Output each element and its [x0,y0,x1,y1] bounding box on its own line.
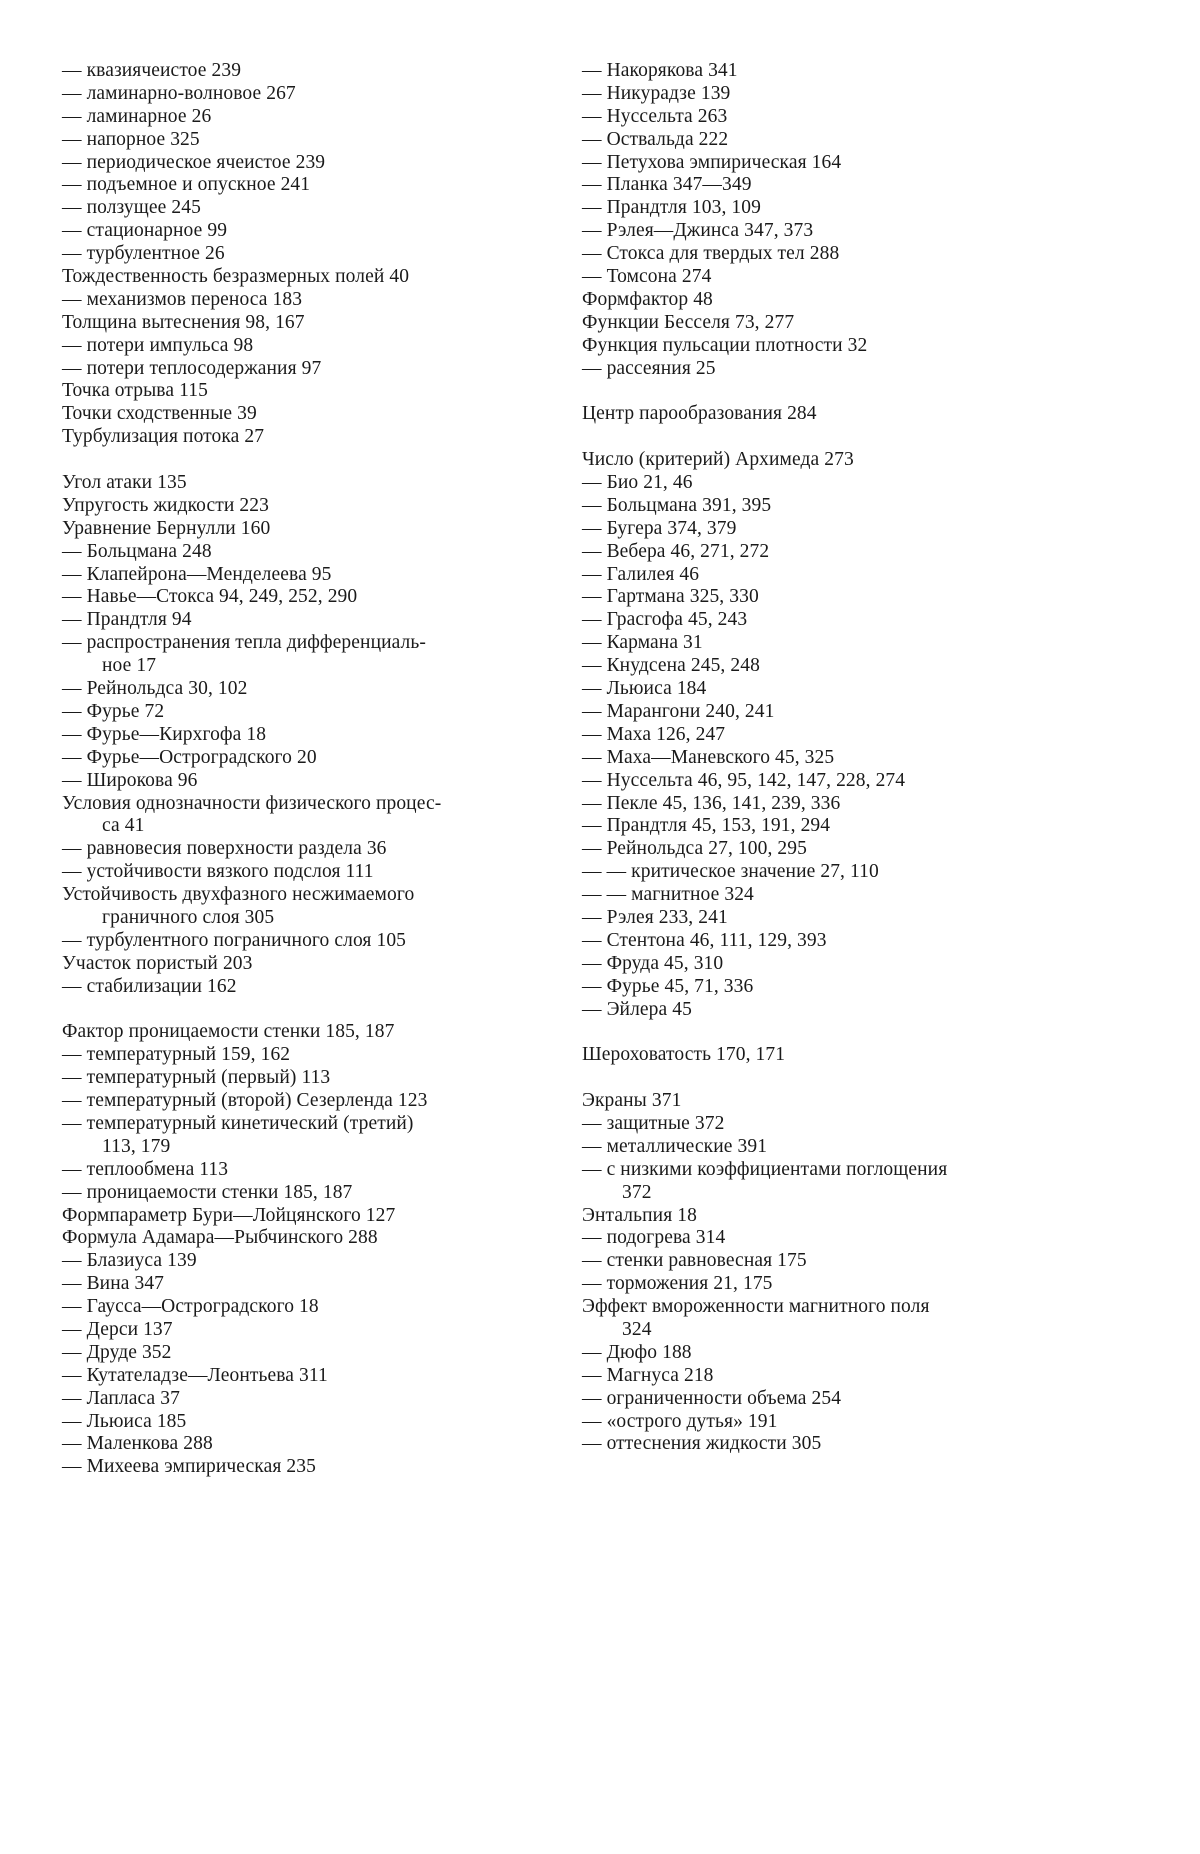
index-subentry: — — критическое значение 27, 110 [582,861,879,883]
index-subentry: — Льюиса 184 [582,678,707,700]
index-subentry: — Фурье 72 [62,700,165,722]
index-subentry: — «острого дутья» 191 [582,1410,778,1432]
index-entry: Устойчивость двухфазного несжимаемого [62,884,415,906]
index-subentry: — Кутателадзе—Леонтьева 311 [62,1364,328,1386]
index-subentry: — ограниченности объема 254 [582,1387,842,1409]
index-subentry: — подъемное и опускное 241 [62,174,311,196]
index-subentry: — Эйлера 45 [582,998,692,1020]
index-subentry: — квазиячеистое 239 [62,60,242,81]
index-subentry: — ламинарно-волновое 267 [62,82,296,104]
index-spacer [582,426,1082,449]
index-spacer [62,999,562,1022]
index-subentry: — Рейнольдса 30, 102 [62,678,248,700]
index-subentry: — Томсона 274 [582,266,712,288]
index-subentry: — ламинарное 26 [62,105,212,127]
index-subentry: — турбулентное 26 [62,243,225,265]
index-subentry: — Вина 347 [62,1273,165,1295]
index-entry: Условия однозначности физического процес- [62,792,442,814]
index-entry: Тождественность безразмерных полей 40 [62,266,410,288]
index-subentry: — защитные 372 [582,1112,725,1134]
index-subentry: — Прандтля 94 [62,609,192,631]
index-subentry: — Прандтля 103, 109 [582,197,761,219]
index-entry: Формула Адамара—Рыбчинского 288 [62,1227,378,1249]
index-subentry: — ползущее 245 [62,197,201,219]
index-entry: Угол атаки 135 [62,472,187,494]
index-entry: Шероховатость 170, 171 [582,1044,786,1066]
index-subentry: — Прандтля 45, 153, 191, 294 [582,815,831,837]
index-subentry: — Широкова 96 [62,769,198,791]
index-subentry: — Оствальда 222 [582,128,729,150]
index-subentry: — Клапейрона—Менделеева 95 [62,563,332,585]
index-subentry: — Рэлея 233, 241 [582,906,728,928]
index-entry: Экраны 371 [582,1090,682,1112]
index-subentry: — подогрева 314 [582,1227,726,1249]
index-subentry: — Рэлея—Джинса 347, 373 [582,220,814,242]
index-subentry: — Нуссельта 46, 95, 142, 147, 228, 274 [582,769,906,791]
index-spacer [62,449,562,472]
index-entry: 113, 179 [102,1135,171,1157]
index-subentry: — температурный 159, 162 [62,1044,291,1066]
index-subentry: — Нуссельта 263 [582,105,728,127]
index-entry: Толщина вытеснения 98, 167 [62,311,305,333]
index-subentry: — Вебера 46, 271, 272 [582,540,770,562]
index-subentry: — Кнудсена 245, 248 [582,655,760,677]
index-entry: ное 17 [102,655,157,677]
index-entry: Эффект вмороженности магнитного поля [582,1296,930,1318]
index-subentry: — — магнитное 324 [582,884,754,906]
index-spacer [582,380,1082,403]
index-spacer [582,1067,1082,1090]
index-subentry: — Стокса для твердых тел 288 [582,243,840,265]
index-subentry: — Фурье 45, 71, 336 [582,975,754,997]
index-subentry: — Гаусса—Остроградского 18 [62,1296,319,1318]
index-entry: Центр парообразования 284 [582,403,817,425]
index-subentry: — Дерси 137 [62,1318,173,1340]
index-entry: Функции Бесселя 73, 277 [582,311,795,333]
index-subentry: — Фруда 45, 310 [582,952,724,974]
index-subentry: — Гартмана 325, 330 [582,586,759,608]
index-subentry: — Михеева эмпирическая 235 [62,1456,316,1478]
index-subentry: — с низкими коэффициентами поглощения [582,1158,948,1180]
index-entry: Точки сходственные 39 [62,403,257,425]
index-subentry: — Фурье—Остроградского 20 [62,746,317,768]
index-subentry: — Стентона 46, 111, 129, 393 [582,929,827,951]
index-subentry: — оттеснения жидкости 305 [582,1433,822,1455]
index-subentry: — Блазиуса 139 [62,1250,197,1272]
index-entry: Энтальпия 18 [582,1204,697,1226]
index-entry: Формпараметр Бури—Лойцянского 127 [62,1204,396,1226]
index-subentry: — стабилизации 162 [62,975,237,997]
index-entry: 372 [622,1181,652,1203]
index-subentry: — теплообмена 113 [62,1158,229,1180]
index-subentry: — проницаемости стенки 185, 187 [62,1181,353,1203]
index-subentry: — Лапласа 37 [62,1387,180,1409]
index-entry: Формфактор 48 [582,288,713,310]
index-subentry: — Маха 126, 247 [582,723,726,745]
index-subentry: — стенки равновесная 175 [582,1250,807,1272]
index-entry: Упругость жидкости 223 [62,494,269,516]
index-subentry: — Друде 352 [62,1341,172,1363]
index-subentry: — торможения 21, 175 [582,1273,773,1295]
index-subentry: — Больцмана 248 [62,540,212,562]
index-subentry: — Дюфо 188 [582,1341,692,1363]
index-entry: Фактор проницаемости стенки 185, 187 [62,1021,395,1043]
index-subentry: — турбулентного пограничного слоя 105 [62,929,407,951]
index-entry: Участок пористый 203 [62,952,253,974]
index-entry: Точка отрыва 115 [62,380,208,402]
index-subentry: — Маха—Маневского 45, 325 [582,746,835,768]
index-subentry: — Пекле 45, 136, 141, 239, 336 [582,792,841,814]
index-subentry: — Маленкова 288 [62,1433,213,1455]
index-entry: граничного слоя 305 [102,906,275,928]
index-subentry: — Грасгофа 45, 243 [582,609,748,631]
index-subentry: — устойчивости вязкого подслоя 111 [62,861,374,883]
index-subentry: — Магнуса 218 [582,1364,714,1386]
index-subentry: — Галилея 46 [582,563,700,585]
index-subentry: — температурный (первый) 113 [62,1067,331,1089]
index-subentry: — периодическое ячеистое 239 [62,151,326,173]
index-subentry: — Больцмана 391, 395 [582,494,772,516]
index-subentry: — Био 21, 46 [582,472,693,494]
index-entry: Уравнение Бернулли 160 [62,517,271,539]
index-entry: Функция пульсации плотности 32 [582,334,868,356]
index-subentry: — Марангони 240, 241 [582,700,775,722]
index-subentry: — Планка 347—349 [582,174,752,196]
index-subentry: — равновесия поверхности раздела 36 [62,838,387,860]
index-column-left [62,60,562,1479]
index-subentry: — Навье—Стокса 94, 249, 252, 290 [62,586,358,608]
index-subentry: — распространения тепла дифференциаль- [62,632,426,654]
index-subentry: — рассеяния 25 [582,357,716,379]
index-subentry: — Бугера 374, 379 [582,517,737,539]
index-subentry: — Кармана 31 [582,632,703,654]
index-subentry: — Накорякова 341 [582,60,738,81]
index-subentry: — напорное 325 [62,128,200,150]
index-entry: Число (критерий) Архимеда 273 [582,449,854,471]
index-entry: 324 [622,1318,652,1340]
index-spacer [582,1021,1082,1044]
index-subentry: — температурный (второй) Сезерленда 123 [62,1090,428,1112]
index-subentry: — Никурадзе 139 [582,82,731,104]
index-entry: Турбулизация потока 27 [62,426,265,448]
index-subentry: — Льюиса 185 [62,1410,187,1432]
index-subentry: — механизмов переноса 183 [62,288,303,310]
index-subentry: — температурный кинетический (третий) [62,1112,414,1134]
index-subentry: — Петухова эмпирическая 164 [582,151,842,173]
index-subentry: — металлические 391 [582,1135,768,1157]
index-subentry: — стационарное 99 [62,220,228,242]
index-subentry: — Рейнольдса 27, 100, 295 [582,838,807,860]
index-entry: са 41 [102,815,145,837]
index-subentry: — потери импульса 98 [62,334,254,356]
index-subentry: — Фурье—Кирхгофа 18 [62,723,267,745]
index-subentry: — потери теплосодержания 97 [62,357,322,379]
index-column-right [582,60,1082,1456]
